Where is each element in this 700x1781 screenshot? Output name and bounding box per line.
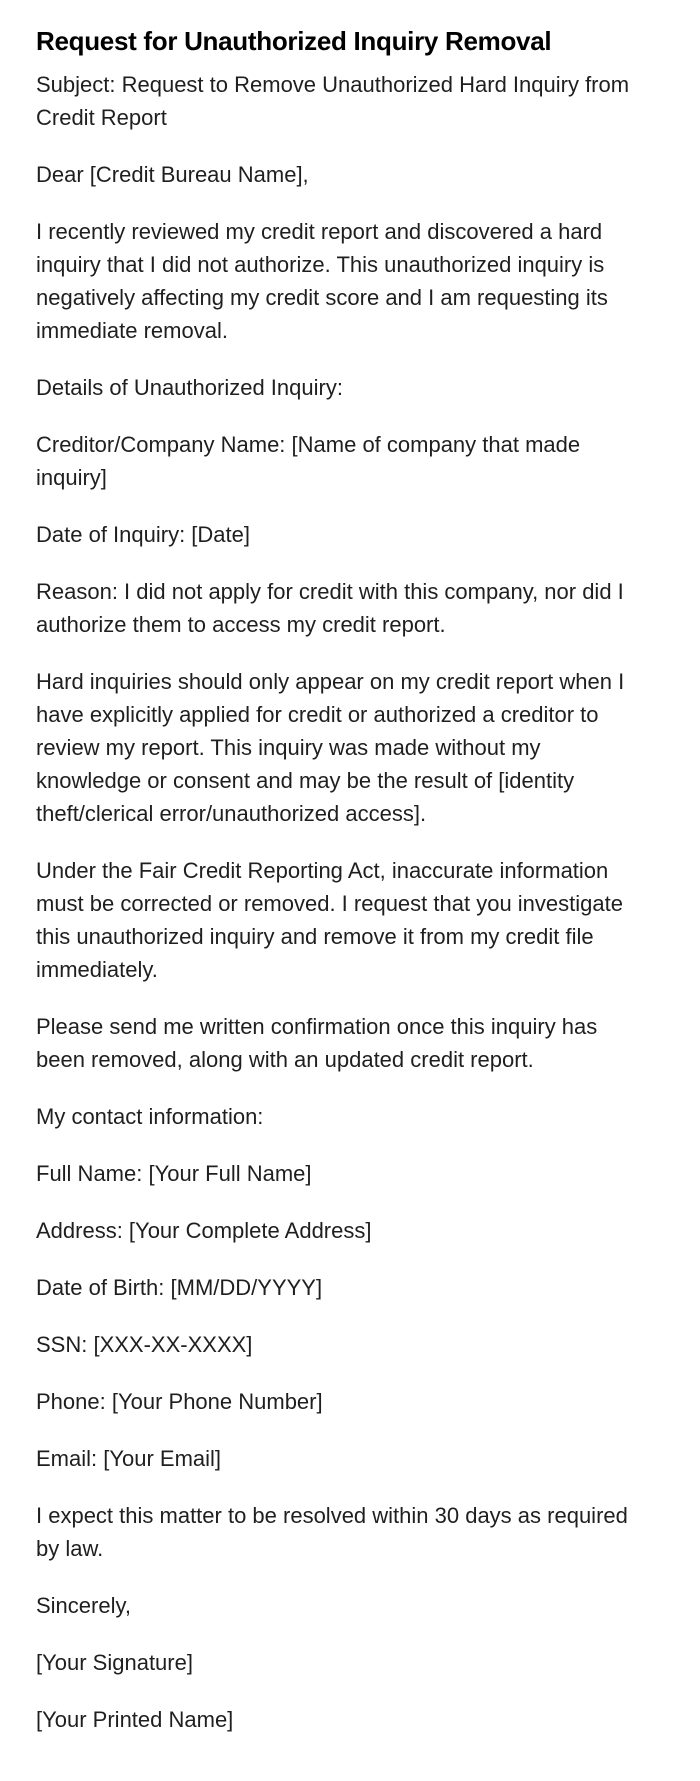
paragraph: I recently reviewed my credit report and discovered a hard inquiry that I did not authorize. This unauthorized inquiry is negatively affecting my credit score and I am requesting its immediate removal. [36,219,608,343]
paragraph: Date of Birth: [MM/DD/YYYY] [36,1275,323,1300]
paragraph: Reason: I did not apply for credit with this company, nor did I authorize them to access my credit report. [36,579,624,637]
paragraph: Under the Fair Credit Reporting Act, inaccurate information must be corrected or removed. I request that you investigate this unauthorized inquiry and remove it from my credit file immediately. [36,858,623,982]
paragraph: [Your Signature] [36,1650,193,1675]
paragraph: Phone: [Your Phone Number] [36,1389,323,1414]
paragraph: Creditor/Company Name: [Name of company that made inquiry] [36,432,581,490]
paragraph: Dear [Credit Bureau Name], [36,162,309,187]
paragraph: Date of Inquiry: [Date] [36,522,250,547]
paragraph: Details of Unauthorized Inquiry: [36,375,343,400]
paragraph: SSN: [XXX-XX-XXXX] [36,1332,253,1357]
paragraph: Address: [Your Complete Address] [36,1218,372,1243]
paragraph: My contact information: [36,1104,264,1129]
paragraph: Hard inquiries should only appear on my credit report when I have explicitly applied for credit or authorized a creditor to review my report. This inquiry was made without my knowledge or consent and may be the result of [identity theft/clerical error/unauthorized access]. [36,669,625,826]
paragraph: Subject: Request to Remove Unauthorized Hard Inquiry from Credit Report [36,72,630,130]
letter-body [36,68,636,1736]
paragraph: I expect this matter to be resolved within 30 days as required by law. [36,1503,628,1561]
paragraph: [Your Printed Name] [36,1707,234,1732]
paragraph: Email: [Your Email] [36,1446,222,1471]
paragraph: Full Name: [Your Full Name] [36,1161,312,1186]
paragraph: Please send me written confirmation once this inquiry has been removed, along with an updated credit report. [36,1014,598,1072]
page-title: Request for Unauthorized Inquiry Removal [36,26,552,56]
paragraph: Sincerely, [36,1593,131,1618]
